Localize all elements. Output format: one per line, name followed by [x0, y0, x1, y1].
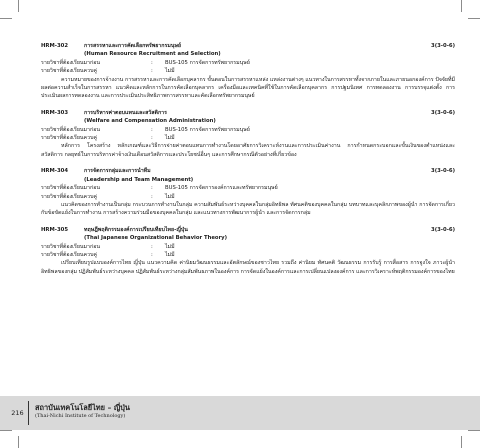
prerequisite-row [41, 184, 455, 192]
crop-mark [18, 436, 19, 448]
prerequisite-label: รายวิชาที่ต้องเรียนมาก่อน [41, 185, 101, 192]
institute-name-en: (Thai-Nichi Institute of Technology) [35, 413, 126, 419]
corequisite-label: รายวิชาที่ต้องเรียนควบคู่ [41, 193, 97, 200]
prerequisite-row [41, 243, 455, 251]
course-credit: 3(3-0-6) [431, 43, 455, 49]
corequisite-label: รายวิชาที่ต้องเรียนควบคู่ [41, 251, 97, 258]
colon: : [151, 135, 153, 142]
corequisite-row [41, 134, 455, 142]
course-title-th: การจัดการกลุ่มและการนำทีม [84, 168, 151, 175]
footer-divider [28, 401, 29, 425]
course-code: HRM-304 [41, 168, 69, 175]
colon: : [151, 59, 153, 66]
course-title-en: (Thai Japanese Organizational Behavior Theory) [84, 235, 228, 242]
course-entry [41, 109, 455, 159]
course-list [41, 42, 455, 284]
course-header [41, 167, 455, 175]
course-header [41, 42, 455, 50]
course-description: หลักการ โครงสร้าง หลักเกณฑ์และวิธีการจ่ายค่าตอบแทนการทำงานโดยอาศัยการวิเคราะห์งานและการประเมินค่างาน การกำหนดกระบอกและขั้นเงินของตำแหน่งและสวัสดิการ กลยุทธ์ในการบริหารค่าจ้างเงินเดือนสวัสดิการและประโยชน์อื่นๆ และการศึกษากรณีตัวอย่างที่เกี่ยวข้อง [41, 143, 455, 158]
page-number: 216 [11, 409, 24, 417]
corequisite-value: ไม่มี [165, 68, 175, 75]
course-description: ความหมายของการจ้างงาน การสรรหาและการคัดเลือกบุคลากร ขั้นตอนในการสรรหาแหล่ง แหล่งงานต่างๆ แนวทางในการสรรหาทั้งจากภายในและภายนอกองค์การ ปัจจัยที่มีผลต่อความสำเร็จในการสรรหา แนวคิดและหลักการในการคัดเลือกบุคลากร เครื่องมือและเทคนิคที่ใช้ในการคัดเลือกบุคลากร การปฐมนิเทศ การทดลองงาน การบรรจุแต่งตั้ง การประเมินผลการทดลองงาน และการประเมินประสิทธิภาพการสรรหาและคัดเลือกทรัพยากรมนุษย์ [41, 76, 455, 100]
course-code: HRM-303 [41, 109, 69, 116]
course-title-en: (Leadership and Team Management) [84, 176, 194, 183]
colon: : [151, 185, 153, 192]
prerequisite-row [41, 59, 455, 67]
course-credit: 3(3-0-6) [431, 168, 455, 175]
prerequisite-row [41, 126, 455, 134]
course-code: HRM-305 [41, 226, 69, 233]
course-entry [41, 42, 455, 101]
course-entry [41, 226, 455, 276]
corequisite-row [41, 193, 455, 201]
colon: : [151, 68, 153, 75]
corequisite-row [41, 67, 455, 75]
crop-mark [18, 0, 19, 12]
course-entry [41, 167, 455, 217]
corequisite-label: รายวิชาที่ต้องเรียนควบคู่ [41, 68, 97, 75]
crop-mark [468, 430, 480, 431]
prerequisite-value: BUS-105 การจัดการองค์การและทรัพยากรมนุษย์ [165, 185, 278, 192]
prerequisite-label: รายวิชาที่ต้องเรียนมาก่อน [41, 126, 101, 133]
course-credit: 3(3-0-6) [431, 109, 455, 116]
course-description: แนวคิดของการทำงานเป็นกลุ่ม กระบวนการทำงานในกลุ่ม ความสัมพันธ์ระหว่างบุคคลในกลุ่มอิทธิพล ทัศนคติของบุคคลในกลุ่ม บทบาทและบุคลิกภาพของผู้นำ การจัดการเกี่ยวกับข้อขัดแย้งในการทำงาน การสร้างความร่วมมือของบุคคลในกลุ่ม และแนวทางการพัฒนาการผู้นำ และการจัดการกลุ่ม [41, 201, 455, 217]
crop-mark [461, 436, 462, 448]
colon: : [151, 243, 153, 250]
page-footer [0, 396, 480, 430]
colon: : [151, 251, 153, 258]
corequisite-value: ไม่มี [165, 251, 175, 258]
corequisite-row [41, 251, 455, 259]
crop-mark [461, 0, 462, 12]
course-title-th: การสรรหาและการคัดเลือกทรัพยากรมนุษย์ [84, 43, 182, 49]
course-header [41, 226, 455, 234]
course-credit: 3(3-0-6) [431, 226, 455, 233]
crop-mark [468, 18, 480, 19]
crop-mark [0, 18, 12, 19]
prerequisite-value: ไม่มี [165, 243, 175, 250]
colon: : [151, 126, 153, 133]
course-title-en: (Welfare and Compensation Administration) [84, 118, 216, 125]
corequisite-value: ไม่มี [165, 135, 175, 142]
course-code: HRM-302 [41, 43, 69, 49]
crop-mark [0, 430, 12, 431]
prerequisite-value: BUS-105 การจัดการทรัพยากรมนุษย์ [165, 59, 250, 66]
corequisite-label: รายวิชาที่ต้องเรียนควบคู่ [41, 135, 97, 142]
prerequisite-label: รายวิชาที่ต้องเรียนมาก่อน [41, 243, 101, 250]
corequisite-value: ไม่มี [165, 193, 175, 200]
prerequisite-value: BUS-105 การจัดการทรัพยากรมนุษย์ [165, 126, 250, 133]
course-title-th: ทฤษฎีพฤติกรรมองค์การเปรียบเทียบไทย-ญี่ปุ่น [84, 226, 188, 233]
course-description: เปรียบเทียบรูปแบบองค์การไทย ญี่ปุ่น แนวความคิด ค่านิยมวัฒนธรรมและอัตลักษณ์ของชาวไทย รวมถึง ค่านิยม ทัศนคติ วัฒนธรรม การรับรู้ การสื่อสาร การจูงใจ ภาวะผู้นำ อิทธิพลของกลุ่ม ปฏิสัมพันธ์ระหว่างบุคคล ปฏิสัมพันธ์ระหว่างกลุ่มสัมพันธภาพในองค์การ การจัดแย้งในองค์การและการเปลี่ยนแปลงองค์การ และการวิเคราะห์พฤติกรรมองค์การของไทย [41, 260, 455, 275]
institute-name-th: สถาบันเทคโนโลยีไทย – ญี่ปุ่น [35, 403, 130, 412]
colon: : [151, 193, 153, 200]
course-header [41, 109, 455, 117]
prerequisite-label: รายวิชาที่ต้องเรียนมาก่อน [41, 59, 101, 66]
course-title-en: (Human Resource Recruitment and Selection) [84, 51, 221, 58]
course-title-th: การบริหารค่าตอบแทนและสวัสดิการ [84, 109, 167, 116]
